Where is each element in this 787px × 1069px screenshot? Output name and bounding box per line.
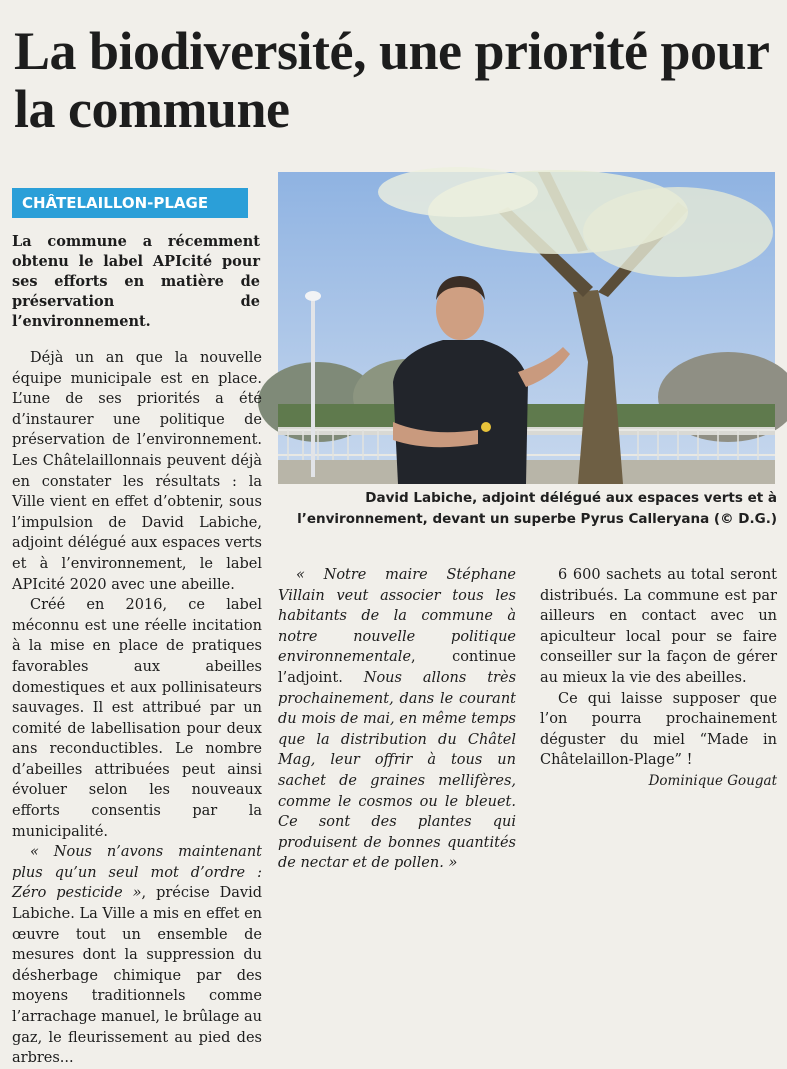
paragraph-text: , continue l’adjoint. (278, 649, 516, 686)
paragraph: Créé en 2016, ce label méconnu est une réelle incitation à la mise en place de pratiques favorables aux abeilles domestiques et aux pollinisateurs sauvages. Il est attribué par un comité de labellisation pour deux ans reconductibles. Le nombre d’abeilles attribuées peut ainsi évoluer selon les nouveaux efforts consentis par la municipalité. (12, 597, 262, 840)
quote: Nous allons très prochainement, dans le courant du mois de mai, en même temps que la distribution du Châtel Mag, leur offrir à tous un sachet de graines mellifères, comme le cosmos ou le bleuet. Ce sont des plantes qui produisent de bonnes quantités de nectar et de pollen. » (278, 669, 517, 872)
paragraph (12, 842, 262, 1069)
text-column-2 (278, 565, 516, 874)
paragraph: Déjà un an que la nouvelle équipe municipale est en place. L’une de ses priorités a été d’instaurer une politique de préservation de l’environnement. Les Châtelaillonnais peuvent déjà en constater les résultats : la Ville vient en effet d’obtenir, sous l’impulsion de David Labiche, adjoint délégué aux espaces verts et à l’environnement, le label APIcité 2020 avec une abeille. (12, 350, 262, 593)
paragraph: 6 600 sachets au total seront distribués. La commune est par ailleurs en contact avec un apiculteur local pour se faire conseiller sur la façon de gérer au mieux la vie des abeilles. (540, 567, 777, 686)
location-badge: CHÂTELAILLON-PLAGE (12, 188, 248, 218)
quote: « Nous n’avons maintenant plus qu’un seul mot d’ordre : Zéro pesticide » (12, 844, 262, 902)
photo-caption: David Labiche, adjoint délégué aux espaces verts et à l’environnement, devant un superbe Pyrus Calleryana (© D.G.) (297, 490, 777, 527)
paragraph: Ce qui laisse supposer que l’on pourra prochainement déguster du miel “Made in Châtelaillon-Plage” ! (540, 690, 777, 769)
paragraph-text: , précise David Labiche. La Ville a mis en effet en œuvre tout un ensemble de mesures dont la suppression du désherbage chimique par des moyens traditionnels comme l’arrachage manuel, le brûlage au gaz, le fleurissement au pied des arbres... (12, 885, 262, 1067)
quote: « Notre maire Stéphane Villain veut associer tous les habitants de la commune à notre nouvelle politique environnementale (278, 567, 516, 666)
author-signature: Dominique Gougat (648, 772, 777, 789)
paragraph (278, 565, 516, 874)
text-column-3 (540, 565, 777, 792)
article-lead: La commune a récemment obtenu le label APIcité pour ses efforts en matière de préservation de l’environnement. (12, 233, 260, 330)
article-photo (278, 172, 775, 484)
article-title: La biodiversité, une priorité pour la commune (14, 21, 769, 139)
text-column-1 (12, 348, 262, 1067)
